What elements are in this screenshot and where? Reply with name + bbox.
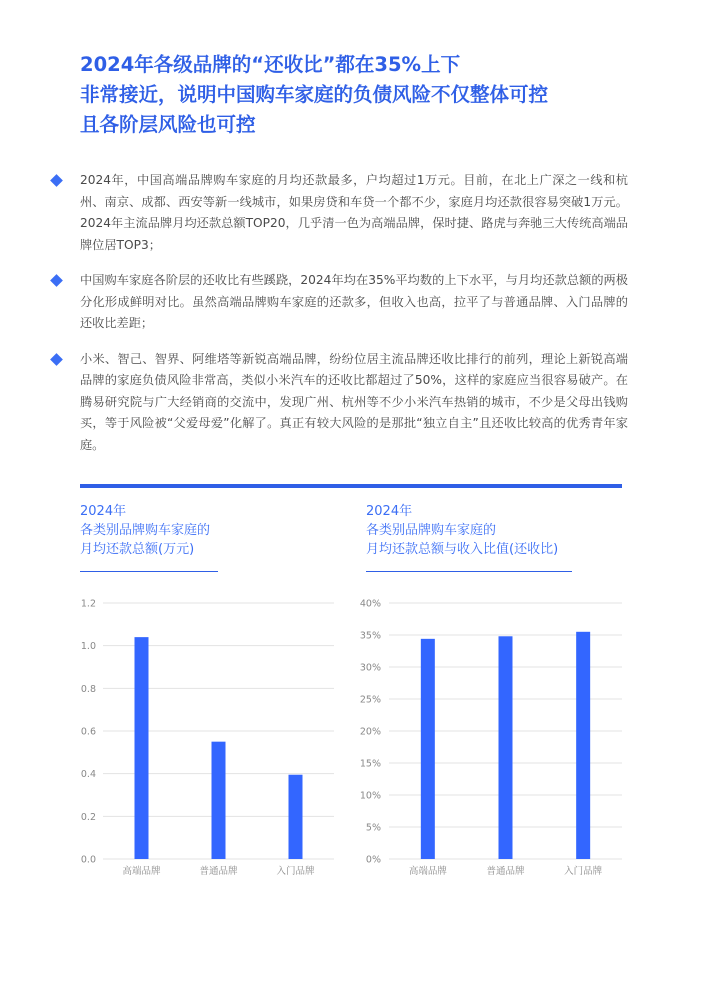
chart-2-ytick-label: 30% — [359, 662, 381, 674]
chart-2-ytick-label: 25% — [359, 694, 381, 706]
chart-1-ytick-label: 1.2 — [80, 598, 96, 610]
chart-2-title-line-3: 月均还款总额与收入比值(还收比) — [366, 542, 559, 557]
chart-1-xtick-label: 入门品牌 — [276, 866, 315, 877]
chart-2-xtick-label: 普通品牌 — [486, 866, 525, 877]
chart-1-bar — [212, 742, 226, 859]
headline-line-2: 非常接近，说明中国购车家庭的负债风险不仅整体可控 — [80, 83, 549, 106]
headline-line-1: 2024年各级品牌的“还收比”都在35%上下 — [80, 53, 461, 76]
bullet-text: 2024年，中国高端品牌购车家庭的月均还款最多，户均超过1万元。目前，在北上广深之一线和杭州、南京、成都、西安等新一线城市，如果房贷和车贷一个都不少，家庭月均还款很容易突破1万元。2024年主流品牌月均还款总额TOP20，几乎清一色为高端品牌，保时捷、路虎与奔驰三大传统高端品牌位居TOP3； — [80, 173, 628, 252]
bullet-text: 小米、智己、智界、阿维塔等新锐高端品牌，纷纷位居主流品牌还收比排行的前列，理论上新锐高端品牌的家庭负债风险非常高，类似小米汽车的还收比都超过了50%，这样的家庭应当很容易破产。在腾易研究院与广大经销商的交流中，发现广州、杭州等不少小米汽车热销的城市，不少是父母出钱购买，等于风险被“父爱母爱”化解了。真正有较大风险的是那批“独立自主”且还收比较高的优秀青年家庭。 — [80, 351, 628, 452]
chart-2-ytick-label: 35% — [359, 630, 381, 642]
chart-1-ytick-label: 0.2 — [80, 811, 96, 823]
chart-1-bar — [135, 637, 149, 859]
chart-2-ytick-label: 15% — [359, 758, 381, 770]
chart-2-bar — [421, 639, 435, 859]
chart-1-xtick-label: 普通品牌 — [199, 866, 238, 877]
chart-2-title-line-2: 各类别品牌购车家庭的 — [366, 523, 497, 538]
chart-2-ytick-label: 20% — [359, 726, 381, 738]
headline-line-3: 且各阶层风险也可控 — [80, 113, 256, 136]
chart-1-title-line-2: 各类别品牌购车家庭的 — [80, 523, 211, 538]
chart-2-ytick-label: 0% — [365, 854, 381, 866]
chart-1-ytick-label: 0.6 — [80, 726, 96, 738]
chart-1-bar — [289, 775, 303, 859]
bullet-text: 中国购车家庭各阶层的还收比有些蹊跷，2024年均在35%平均数的上下水平，与月均还款总额的两极分化形成鲜明对比。虽然高端品牌购车家庭的还款多，但收入也高，拉平了与普通品牌、入门品牌的还收比差距； — [80, 273, 628, 330]
chart-2-bar — [499, 636, 513, 859]
chart-1-xtick-label: 高端品牌 — [122, 866, 161, 877]
chart-2-ytick-label: 5% — [365, 822, 381, 834]
chart-1-ytick-label: 0.8 — [80, 683, 96, 695]
chart-2-xtick-label: 高端品牌 — [408, 866, 447, 877]
chart-1-title-line-1: 2024年 — [80, 504, 127, 519]
chart-2-title-line-1: 2024年 — [366, 504, 413, 519]
chart-2-ytick-label: 40% — [359, 598, 381, 610]
chart-1-ytick-label: 0.0 — [80, 854, 96, 866]
chart-1-ytick-label: 1.0 — [80, 641, 96, 653]
chart-2-bar — [576, 632, 590, 859]
chart-2-xtick-label: 入门品牌 — [564, 866, 603, 877]
chart-2-ytick-label: 10% — [359, 790, 381, 802]
chart-1-ytick-label: 0.4 — [80, 769, 96, 781]
chart-1-title-line-3: 月均还款总额(万元) — [80, 542, 195, 557]
